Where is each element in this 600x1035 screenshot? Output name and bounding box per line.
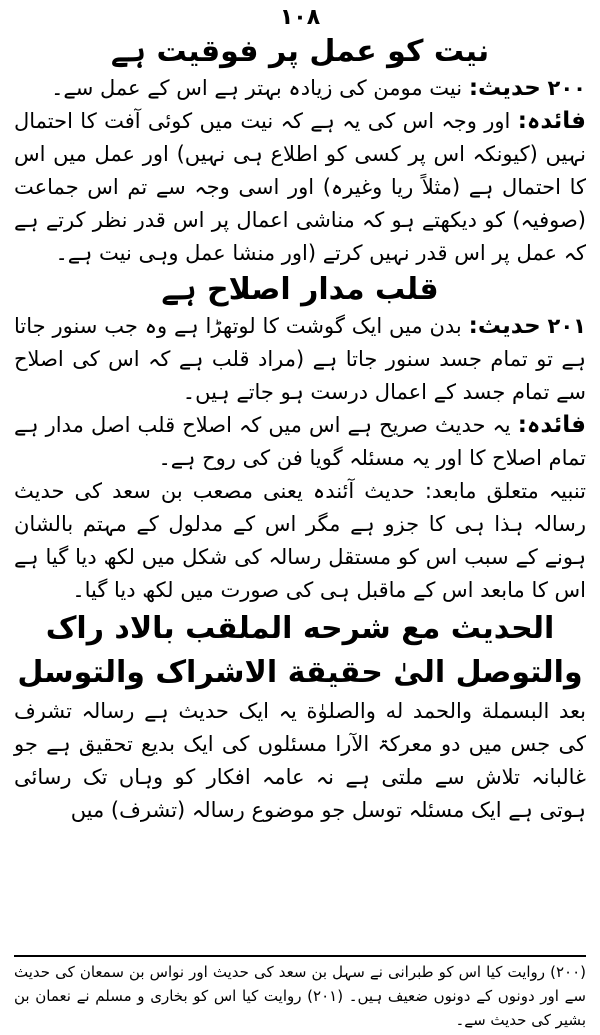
hadith-number: ۲۰۱ bbox=[547, 314, 586, 338]
hadith-label: حدیث: bbox=[468, 313, 541, 339]
tanbih-note bbox=[14, 475, 586, 607]
hadith-text: نیت مومن کی زیادہ بہتر ہے اس کے عمل سے۔ bbox=[51, 76, 463, 100]
tanbih-label: تنبیہ متعلق مابعد: bbox=[424, 479, 586, 503]
arabic-heading-line2: والتوصل الیٰ حقیقة الاشراک والتوسل bbox=[17, 655, 583, 690]
faida-200 bbox=[14, 105, 586, 270]
tanbih-text: حدیث آئندہ یعنی مصعب بن سعد کی حدیث رسالہ ہذا ہی کا جزو ہے مگر اس کے مدلول کے مہتم بالشان ہونے کے سبب اس کو مستقل رسالہ کی شکل میں لکھ دیا گیا ہے اس کا مابعد اس کے ماقبل ہی کی صورت میں لکھ دیا گیا۔ bbox=[14, 479, 586, 602]
hadith-200 bbox=[14, 72, 586, 105]
footnote-divider bbox=[14, 955, 586, 957]
faida-text: یہ حدیث صریح ہے اس میں کہ اصلاح قلب اصل مدار ہے تمام اصلاح کا اور یہ مسئلہ گویا فن کی روح ہے۔ bbox=[14, 413, 586, 470]
footnote-text: (۲۰۰) روایت کیا اس کو طبرانی نے سہل بن سعد کی حدیث اور نواس بن سمعان کی حدیث سے اور دونوں کے دونوں ضعیف ہیں۔ (۲۰۱) روایت کیا اس کو بخاری و مسلم نے نعمان بن بشیر کی حدیث سے۔ bbox=[14, 963, 586, 1029]
hadith-201 bbox=[14, 310, 586, 409]
risala-body: بعد البسملة والحمد له والصلوٰة یہ ایک حدیث ہے رسالہ تشرف کی جس میں دو معرکۃ الآرا مسئلوں کی ایک بدیع تحقیق ہے جو غالبانہ تلاش سے ملتی ہے نہ عامہ افکار کو وہاں تک رسائی ہوتی ہے ایک مسئلہ توسل جو موضوع رسالہ (تشرف) میں bbox=[14, 699, 586, 822]
hadith-text: بدن میں ایک گوشت کا لوتھڑا ہے وہ جب سنور جاتا ہے تو تمام جسد سنور جاتا ہے (مراد قلب ہے کہ اس کی اصلاح سے تمام جسد کے اعمال درست ہو جاتے ہیں۔ bbox=[14, 314, 586, 404]
section-heading-qalb: قلب مدار اصلاح ہے bbox=[161, 272, 439, 307]
footnotes bbox=[14, 960, 586, 1032]
faida-label: فائدہ: bbox=[517, 412, 586, 438]
hadith-number: ۲۰۰ bbox=[547, 76, 586, 100]
faida-text: اور وجہ اس کی یہ ہے کہ نیت میں کوئی آفت کا احتمال نہیں (کیونکہ اس پر کسی کو اطلاع ہی نہیں) اور عمل میں اس کا احتمال ہے (مثلاً ریا وغیرہ) اور اسی وجہ سے تم اس جماعت (صوفیہ) کو دیکھتے ہو کہ مناشی اعمال پر اس قدر نظر کرتے ہے کہ عمل پر اس قدر نہیں کرتے (اور منشا عمل وہی نیت ہے۔ bbox=[14, 109, 586, 265]
faida-label: فائدہ: bbox=[517, 108, 586, 134]
faida-201 bbox=[14, 409, 586, 475]
arabic-heading-line1: الحدیث مع شرحه الملقب بالاد راک bbox=[45, 611, 555, 646]
hadith-label: حدیث: bbox=[468, 75, 541, 101]
section-heading-niyyat: نیت کو عمل پر فوقیت ہے bbox=[110, 34, 490, 69]
page-number: ۱۰۸ bbox=[279, 5, 321, 30]
